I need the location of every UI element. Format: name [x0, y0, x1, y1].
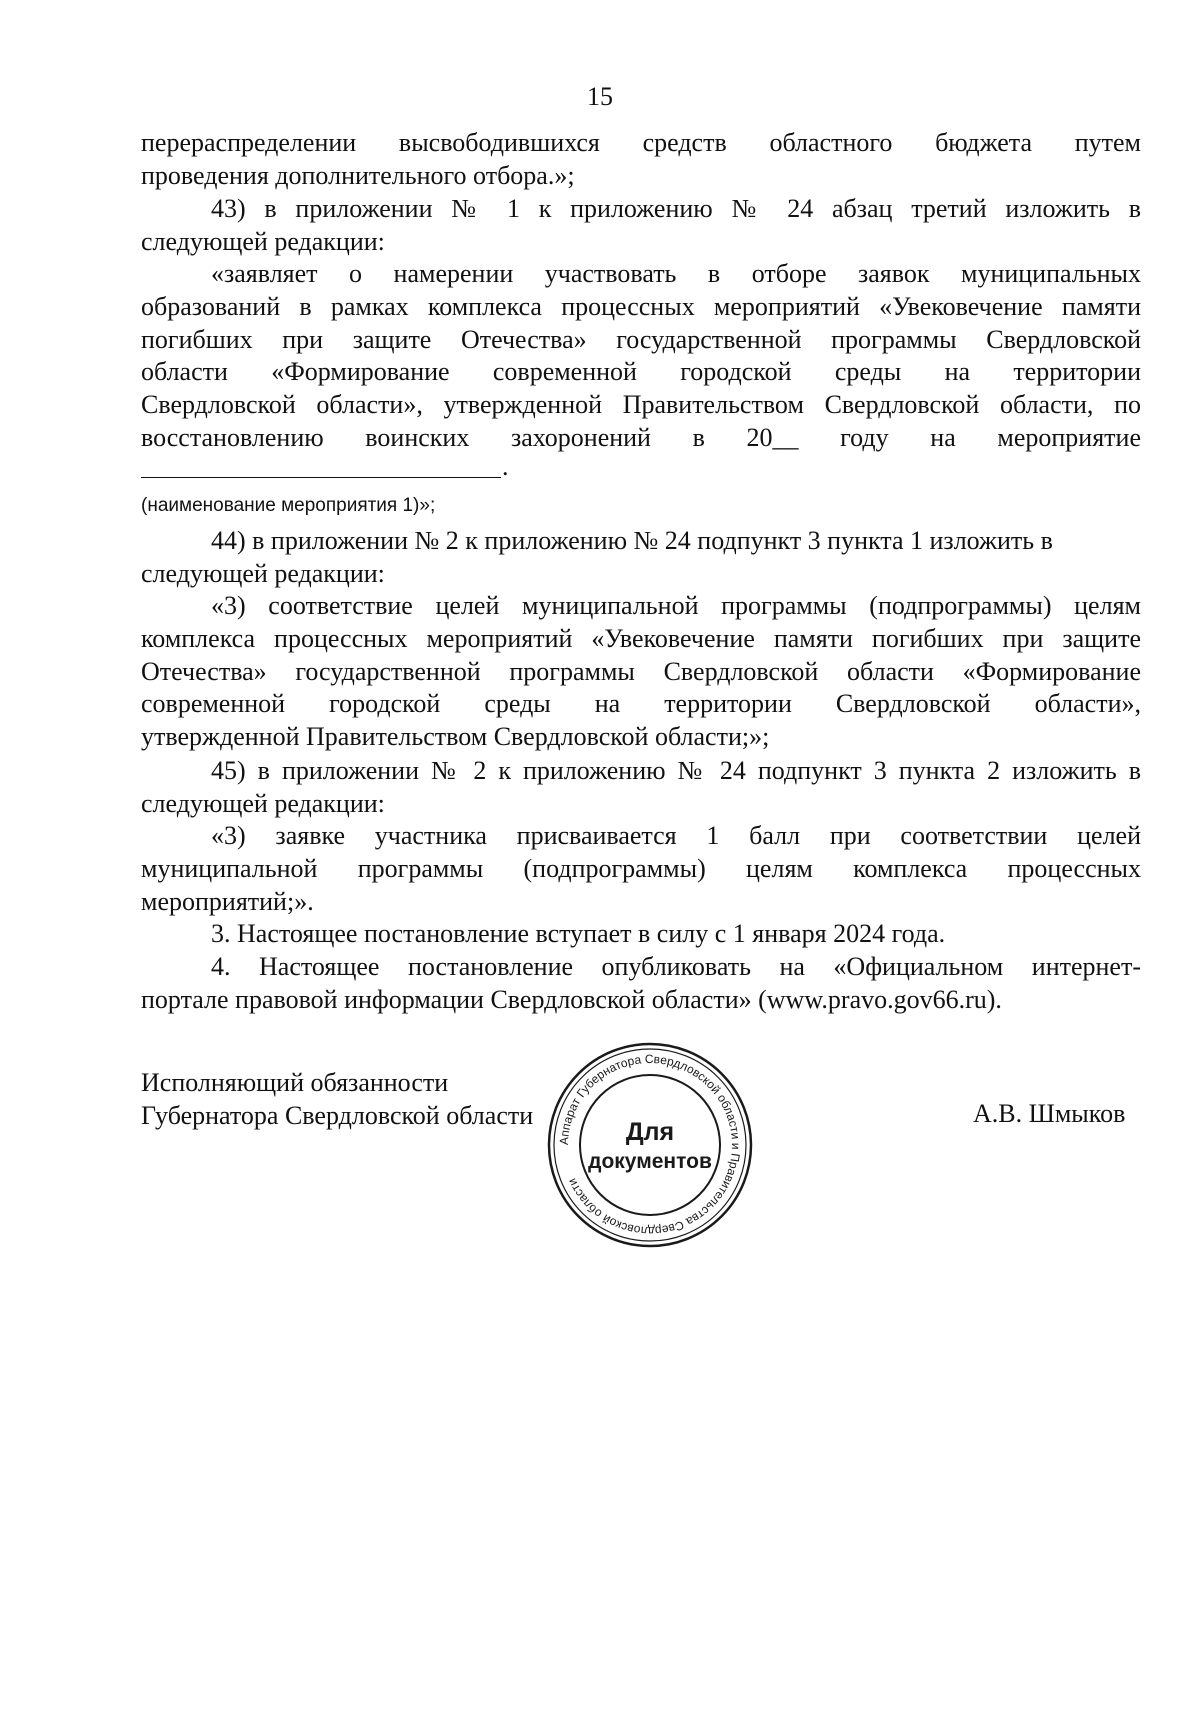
text-line: Свердловской области», утвержденной Правительством Свердловской области, по — [141, 390, 1141, 420]
stamp-ring-text: Аппарат Губернатора Свердловской области и Правительства Свердловской области — [556, 1051, 744, 1239]
text-line: 43) в приложении № 1 к приложению № 24 абзац третий изложить в — [211, 194, 1141, 223]
text-line: следующей редакции: — [141, 558, 385, 588]
text-line: погибших при защите Отечества» государственной программы Свердловской — [141, 324, 1141, 354]
quoted-paragraph-44 — [141, 590, 1141, 754]
quoted-paragraph-45 — [141, 820, 1141, 918]
footnote-caption: (наименование мероприятия 1)»; — [141, 495, 436, 516]
text-line: 45) в приложении № 2 к приложению № 24 подпункт 3 пункта 2 изложить в — [211, 756, 1141, 785]
clause-3 — [141, 918, 1141, 951]
text-line: 44) в приложении № 2 к приложению № 24 подпункт 3 пункта 1 изложить в — [211, 526, 1053, 555]
text-line: «заявляет о намерении участвовать в отборе заявок муниципальных — [211, 259, 1141, 288]
text-line: портале правовой информации Свердловской области» (www.pravo.gov66.ru). — [141, 984, 1002, 1014]
text-line: восстановлению воинских захоронений в 20__ году на мероприятие — [141, 422, 1141, 452]
stamp-center-line-2: документов — [588, 1150, 712, 1173]
text-line: 4. Настоящее постановление опубликовать на «Официальном интернет- — [211, 952, 1141, 981]
stamp-center-line-1: Для — [625, 1118, 675, 1146]
text-line: следующей редакции: — [141, 788, 385, 818]
text-line: мероприятий;». — [141, 886, 314, 916]
text-line: утвержденной Правительством Свердловской области;»; — [141, 722, 770, 752]
text-line: комплекса процессных мероприятий «Увековечение памяти погибших при защите — [141, 623, 1141, 653]
item-44 — [141, 525, 1141, 591]
text-line: проведения дополнительного отбора.»; — [141, 160, 575, 190]
text-line: 3. Настоящее постановление вступает в силу с 1 января 2024 года. — [211, 919, 946, 948]
clause-4 — [141, 951, 1141, 1017]
fill-in-blank-line — [141, 477, 501, 478]
quoted-paragraph-43 — [141, 258, 1141, 455]
paragraph-continuation — [141, 127, 1141, 193]
text-line: области «Формирование современной городской среды на территории — [141, 357, 1141, 387]
official-stamp — [545, 1040, 755, 1250]
item-43 — [141, 193, 1141, 259]
text-line: Отечества» государственной программы Свердловской области «Формирование — [141, 656, 1141, 686]
text-line: перераспределении высвободившихся средств областного бюджета путем — [141, 128, 1141, 157]
signatory-name: А.В. Шмыков — [973, 1099, 1126, 1128]
text-line: образований в рамках комплекса процессных мероприятий «Увековечение памяти — [141, 291, 1141, 321]
item-45 — [141, 755, 1141, 821]
signatory-title-line: Исполняющий обязанности — [141, 1068, 449, 1097]
signatory-title — [141, 1066, 533, 1132]
blank-line-end: . — [502, 452, 509, 481]
page-number: 15 — [587, 82, 613, 111]
text-line: следующей редакции: — [141, 226, 385, 256]
text-line: «3) соответствие целей муниципальной программы (подпрограммы) целям — [211, 591, 1141, 620]
text-line: «3) заявке участника присваивается 1 балл при соответствии целей — [211, 821, 1141, 850]
text-line: современной городской среды на территории Свердловской области», — [141, 689, 1141, 719]
signatory-title-line: Губернатора Свердловской области — [141, 1101, 534, 1130]
text-line: муниципальной программы (подпрограммы) целям комплекса процессных — [141, 853, 1141, 883]
